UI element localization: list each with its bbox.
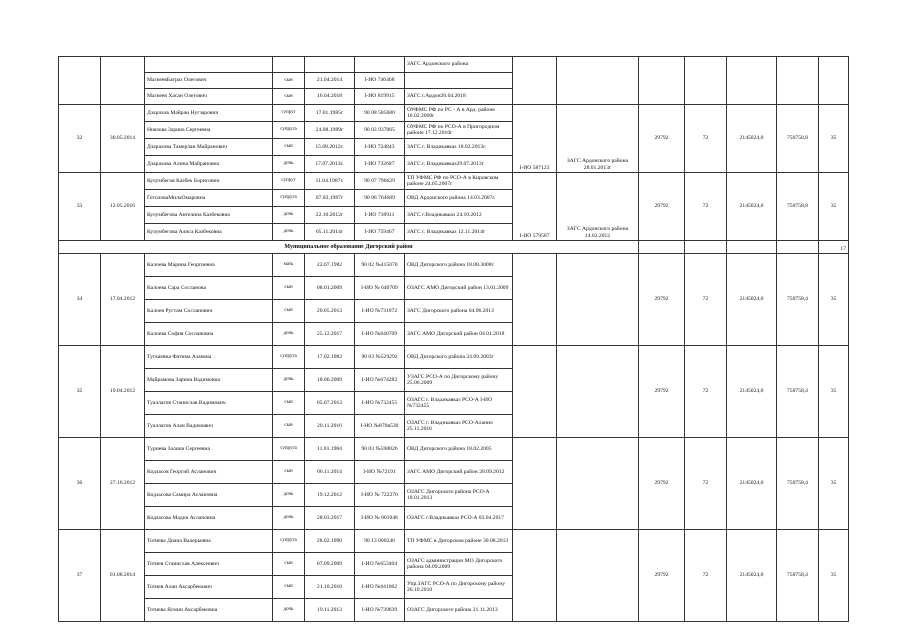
member-document: I-ИО №739639: [355, 599, 405, 622]
member-relation: супруга: [273, 190, 305, 207]
value-v1: 29792: [639, 438, 685, 530]
member-relation: супруг: [273, 105, 305, 122]
empty-cell: [639, 241, 685, 254]
member-relation: дочь: [273, 323, 305, 346]
empty-cell: [685, 241, 727, 254]
table-row: [59, 530, 849, 553]
member-name: ГотоловаМилаОмаровна: [145, 190, 273, 207]
member-document: 90 03 937065: [355, 122, 405, 139]
member-name: Тотиева Ясмин Аксарбековна: [145, 599, 273, 622]
section-row: [59, 241, 849, 254]
registration-date: 30.05.2014: [101, 105, 145, 173]
value-v3: 2145024,0: [727, 530, 777, 622]
value-v3: 2145024,0: [727, 173, 777, 241]
member-relation: сын: [273, 392, 305, 415]
extra-issued-by: [557, 57, 639, 105]
member-issued-by: ОВД Дигорского района 18.02.2005: [405, 438, 513, 461]
member-relation: супруга: [273, 346, 305, 369]
value-v2: 72: [685, 346, 727, 438]
member-issued-by: ОЗАГС г. Владикавказ РСО-Аланио 25.11.2016: [405, 415, 513, 438]
value-v5: 35: [819, 173, 849, 241]
member-document: I-ИО №870в530: [355, 415, 405, 438]
member-document: I-ИО 724843: [355, 139, 405, 156]
member-birth-date: 21.04.2014: [305, 73, 355, 89]
value-v4: 750758,4: [777, 254, 819, 346]
member-birth-date: 19.11.2013: [305, 599, 355, 622]
member-name: Тотиев Станислав Алексеевич: [145, 553, 273, 576]
extra-document: [513, 438, 557, 530]
member-relation: сын: [273, 553, 305, 576]
member-document: I-ИО 819915: [355, 89, 405, 105]
member-relation: [273, 57, 305, 73]
extra-issued-by: ЗАГС Ардонского района 28.01.2013г: [557, 105, 639, 173]
member-name: Майрамова Зарина Вадимовна: [145, 369, 273, 392]
member-document: 90 03 №529292: [355, 346, 405, 369]
member-name: Калоева Марина Георгиевна: [145, 254, 273, 277]
member-birth-date: 15.08.2012г.: [305, 139, 355, 156]
member-issued-by: ОЗАГС Дигорского района РСО-А 18.01.2013: [405, 484, 513, 507]
value-v5: [819, 57, 849, 105]
value-v1: 29792: [639, 254, 685, 346]
member-name: Магкеев Хасан Олегович: [145, 89, 273, 105]
member-name: Кулумбегова Алиса Казбековна: [145, 224, 273, 241]
value-v2: [685, 57, 727, 105]
member-birth-date: 05.11.2014г: [305, 224, 355, 241]
registration-date: [101, 57, 145, 105]
member-birth-date: 06.11.2014: [305, 461, 355, 484]
member-birth-date: 20.05.2013: [305, 300, 355, 323]
section-title: Муниципальное образование Дигорский район: [59, 241, 639, 254]
member-issued-by: ЗАГС г.Владикавказ 24.10.2012: [405, 207, 513, 224]
table-row: [59, 438, 849, 461]
member-birth-date: 28.03.2017: [305, 507, 355, 530]
member-name: Кулумбегов Казбек Борисович: [145, 173, 273, 190]
value-v3: [727, 57, 777, 105]
member-name: [145, 57, 273, 73]
member-document: I-ИО 732687: [355, 156, 405, 173]
extra-document: [513, 57, 557, 105]
member-document: 90 13 000246: [355, 530, 405, 553]
member-name: Калоева София Сослановна: [145, 323, 273, 346]
value-v2: 72: [685, 173, 727, 241]
member-birth-date: 17.01.1985г: [305, 105, 355, 122]
member-name: Тотиева Диана Валерьевна: [145, 530, 273, 553]
member-issued-by: ТП УФМС в Дигорском районе 30.08.2013: [405, 530, 513, 553]
table-row: [59, 57, 849, 73]
member-document: I-ИО № 801048: [355, 507, 405, 530]
extra-issued-by: [557, 254, 639, 346]
member-issued-by: ОУФМС РФ по РС - А в Ард. районе 16.02.2009г: [405, 105, 513, 122]
value-v3: 2145024,0: [727, 105, 777, 173]
registry-table: [58, 56, 849, 622]
member-issued-by: ОВД Дигорского района 18.08.3008г: [405, 254, 513, 277]
member-birth-date: 16.04.2018: [305, 89, 355, 105]
extra-issued-by: [557, 346, 639, 438]
empty-cell: [727, 241, 777, 254]
member-name: Ниязова Зарина Сергеевна: [145, 122, 273, 139]
member-birth-date: 20.11.2016: [305, 415, 355, 438]
value-v1: 29792: [639, 105, 685, 173]
member-birth-date: 11.04.1987г.: [305, 173, 355, 190]
member-relation: дочь: [273, 484, 305, 507]
member-document: 90 02 №415070: [355, 254, 405, 277]
member-relation: сын: [273, 89, 305, 105]
member-name: Дзарахов Майран Нугзарович: [145, 105, 273, 122]
member-relation: сын: [273, 415, 305, 438]
member-document: I-ИО №653404: [355, 553, 405, 576]
member-relation: сын: [273, 300, 305, 323]
member-document: I-ИО №640709: [355, 323, 405, 346]
value-v4: 750758,8: [777, 105, 819, 173]
member-relation: сын: [273, 277, 305, 300]
extra-document: I-ИО 587123: [513, 105, 557, 173]
member-document: I-ИО №732455: [355, 392, 405, 415]
member-birth-date: 25.12.2017: [305, 323, 355, 346]
member-relation: сын: [273, 139, 305, 156]
member-name: Кодзасова Самира Аслановна: [145, 484, 273, 507]
family-number: 37: [59, 530, 101, 622]
value-v2: 72: [685, 105, 727, 173]
member-relation: дочь: [273, 156, 305, 173]
member-birth-date: 28.02.1990: [305, 530, 355, 553]
value-v5: 35: [819, 346, 849, 438]
member-issued-by: ЗАГС г. Владикавказ29.07.2013г: [405, 156, 513, 173]
member-issued-by: Упр.ЗАГС РСО-А по Дигорскому району 26.10.2010: [405, 576, 513, 599]
extra-issued-by: [557, 530, 639, 622]
member-document: I-ИО 759467: [355, 224, 405, 241]
member-relation: мать: [273, 254, 305, 277]
member-relation: сын: [273, 576, 305, 599]
extra-issued-by: [557, 438, 639, 530]
member-issued-by: ЗАГС г. Владикавказ 18.02.2013г.: [405, 139, 513, 156]
member-birth-date: 18.06.2009: [305, 369, 355, 392]
member-document: I-ИО №674282: [355, 369, 405, 392]
member-birth-date: 07.09.2009: [305, 553, 355, 576]
member-birth-date: 22.07.1982: [305, 254, 355, 277]
member-document: 90 06 764689: [355, 190, 405, 207]
member-issued-by: ОЗАГС г.Владикавказ РСО-А 03.04.2017: [405, 507, 513, 530]
value-v3: 2145024,0: [727, 254, 777, 346]
member-relation: супруг: [273, 173, 305, 190]
member-document: I-ИО №72191: [355, 461, 405, 484]
member-document: I-ИО № 722270: [355, 484, 405, 507]
section-number: 17: [819, 241, 849, 254]
registration-date: 27.10.2012: [101, 438, 145, 530]
member-birth-date: 22.10.2012г: [305, 207, 355, 224]
member-birth-date: 08.01.2009: [305, 277, 355, 300]
member-relation: дочь: [273, 207, 305, 224]
member-name: МагкеевБатраз Олегович: [145, 73, 273, 89]
member-relation: супруга: [273, 530, 305, 553]
registration-date: 12.05.2016: [101, 173, 145, 241]
member-issued-by: ЗАГС АМО Дигорский район 04.01.2018: [405, 323, 513, 346]
value-v5: 35: [819, 105, 849, 173]
value-v4: 750758,4: [777, 346, 819, 438]
member-issued-by: ЗАГС Дигорского района 04.06.2013: [405, 300, 513, 323]
member-name: Калоев Рустам Сосланович: [145, 300, 273, 323]
empty-cell: [777, 241, 819, 254]
member-birth-date: 07.03.1987г: [305, 190, 355, 207]
family-number: 32: [59, 105, 101, 173]
member-issued-by: ОУФМС РФ по РСО-А в Пригородном районе 17.12.2010г: [405, 122, 513, 139]
value-v2: 72: [685, 438, 727, 530]
member-name: Кодзасова Мадиа Аслановна: [145, 507, 273, 530]
member-document: 90 03 №598826: [355, 438, 405, 461]
member-name: Кодзасов Георгий Асланович: [145, 461, 273, 484]
member-birth-date: 21.10.2010: [305, 576, 355, 599]
member-relation: сын: [273, 73, 305, 89]
member-relation: супруга: [273, 122, 305, 139]
member-birth-date: 24.08.1989г: [305, 122, 355, 139]
member-document: 90 07 796629: [355, 173, 405, 190]
extra-document: [513, 254, 557, 346]
value-v1: [639, 57, 685, 105]
member-issued-by: ЗАГС Ардонского района: [405, 57, 513, 73]
member-document: I-ИО 718911: [355, 207, 405, 224]
value-v3: 2145024,0: [727, 346, 777, 438]
member-name: Дзарахова Тамерлан Майранович: [145, 139, 273, 156]
member-issued-by: ОЗАГС АМО Дигорский район 13.01.2009: [405, 277, 513, 300]
member-name: Тотиев Алан Аксарбекович: [145, 576, 273, 599]
member-issued-by: ТП УФМС РФ по РСО-А в Кировском районе 24.05.2007г: [405, 173, 513, 190]
member-document: I-ИО №731072: [355, 300, 405, 323]
member-document: I-ИО №641062: [355, 576, 405, 599]
extra-issued-by: ЗАГС Ардонского района 14.02.2012: [557, 173, 639, 241]
member-name: Тугкаевна Фатима Азаевна: [145, 346, 273, 369]
family-number: 36: [59, 438, 101, 530]
table-row: [59, 254, 849, 277]
member-birth-date: [305, 57, 355, 73]
member-birth-date: 11.01.1984: [305, 438, 355, 461]
value-v4: 750758,4: [777, 530, 819, 622]
table-row: [59, 173, 849, 190]
member-document: I-ИО № 640709: [355, 277, 405, 300]
member-name: Туриева Залина Сергеевна: [145, 438, 273, 461]
member-relation: дочь: [273, 599, 305, 622]
member-birth-date: 05.07.2013: [305, 392, 355, 415]
extra-document: [513, 530, 557, 622]
value-v5: 35: [819, 530, 849, 622]
member-relation: дочь: [273, 507, 305, 530]
value-v2: 72: [685, 530, 727, 622]
value-v2: 72: [685, 254, 727, 346]
value-v1: 29792: [639, 173, 685, 241]
member-relation: сын: [273, 461, 305, 484]
value-v4: 750758,4: [777, 438, 819, 530]
member-issued-by: ОЗАГС г. Владикавказ РСО-А I-ИО №732455: [405, 392, 513, 415]
member-issued-by: ЗАГС г.Ардон20.04.2018: [405, 89, 513, 105]
value-v1: 29792: [639, 530, 685, 622]
extra-document: I-ИО 579587: [513, 173, 557, 241]
registration-date: 19.04.2012: [101, 346, 145, 438]
member-birth-date: 19.12.2012: [305, 484, 355, 507]
value-v4: 750758,8: [777, 173, 819, 241]
family-number: [59, 57, 101, 105]
member-document: I-ИО 746468: [355, 73, 405, 89]
member-relation: дочь: [273, 224, 305, 241]
member-issued-by: ОВД Дигорского района 24.09.2003г: [405, 346, 513, 369]
member-name: Калоева Сара Сосланова: [145, 277, 273, 300]
family-number: 35: [59, 346, 101, 438]
member-birth-date: 17.07.2013г.: [305, 156, 355, 173]
member-name: Кулумбегова Ангелина Казбековна: [145, 207, 273, 224]
member-issued-by: ЗАГС АМО Дигорский район 28.09.2012: [405, 461, 513, 484]
member-issued-by: ОВД Ардонского района 14.03.2007г.: [405, 190, 513, 207]
value-v1: 29792: [639, 346, 685, 438]
member-relation: супруга: [273, 438, 305, 461]
value-v5: 35: [819, 438, 849, 530]
member-birth-date: 17.02.1982: [305, 346, 355, 369]
member-document: [355, 57, 405, 73]
table-row: [59, 346, 849, 369]
member-name: Туаллагов Алан Вадимович: [145, 415, 273, 438]
value-v3: 2145024,0: [727, 438, 777, 530]
family-number: 33: [59, 173, 101, 241]
member-issued-by: ЗАГС г. Владикавказ 12.11.2014г: [405, 224, 513, 241]
member-name: Туаллагов Станислав Вадимович: [145, 392, 273, 415]
extra-document: [513, 346, 557, 438]
member-issued-by: ОЗАГС администрации МО Дигорского района 04.09.2009: [405, 553, 513, 576]
table-row: [59, 105, 849, 122]
value-v5: 35: [819, 254, 849, 346]
member-document: 90 08 585680: [355, 105, 405, 122]
value-v4: [777, 57, 819, 105]
registration-date: 01.08.2014: [101, 530, 145, 622]
member-issued-by: ОЗАГС Дигорского района 21.11.2013: [405, 599, 513, 622]
member-name: Дзарахова Алина Майрановна: [145, 156, 273, 173]
family-number: 34: [59, 254, 101, 346]
member-issued-by: УЗАГС РСО-А по Дигорскому району 25.06.2009: [405, 369, 513, 392]
registration-date: 17.04.2012: [101, 254, 145, 346]
member-issued-by: [405, 73, 513, 89]
member-relation: дочь: [273, 369, 305, 392]
